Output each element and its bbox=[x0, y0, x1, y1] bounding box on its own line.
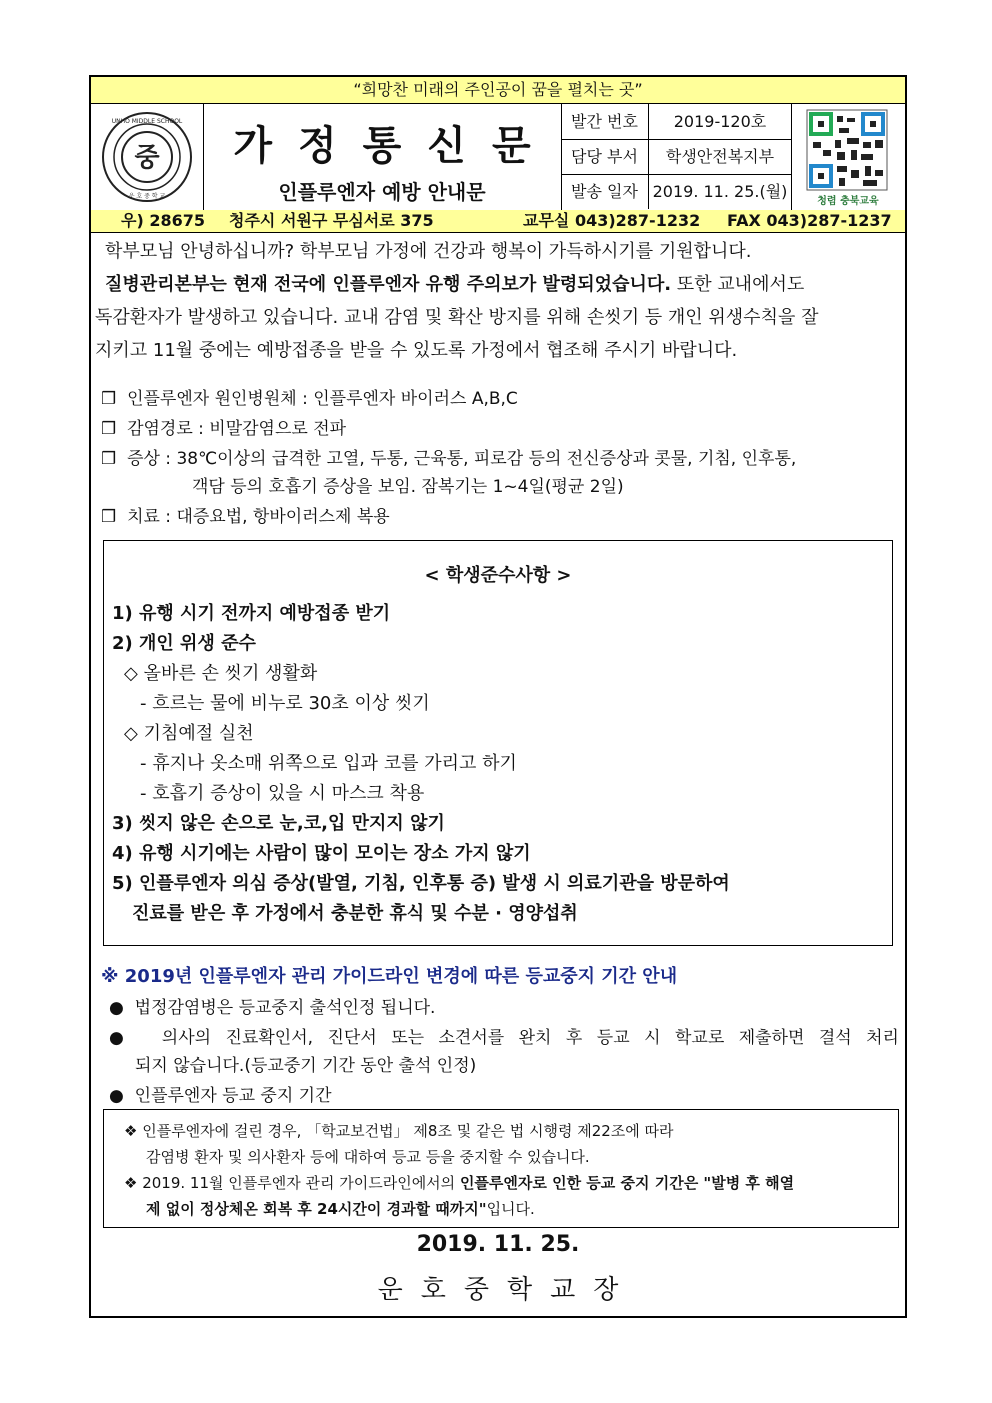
box-line bbox=[146, 1198, 535, 1219]
qr-code bbox=[791, 104, 905, 210]
rule-detail: - 휴지나 옷소매 위쪽으로 입과 코를 가리고 하기 bbox=[140, 753, 517, 774]
rule-item: 2) 개인 위생 준수 bbox=[112, 633, 256, 654]
exclusion-period-box bbox=[103, 1109, 899, 1228]
signature: 운호중학교장 bbox=[377, 1275, 637, 1305]
fax-number: FAX 043)287-1237 bbox=[727, 211, 892, 230]
meta-value: 학생안전복지부 bbox=[665, 147, 775, 166]
fact-item bbox=[101, 444, 796, 469]
street-address: 청주시 서원구 무심서로 375 bbox=[229, 211, 434, 230]
meta-value: 2019. 11. 25.(월) bbox=[652, 182, 788, 201]
school-slogan: “희망찬 미래의 주인공이 꿈을 펼치는 곳” bbox=[91, 77, 905, 104]
rule-detail: - 호흡기 증상이 있을 시 마스크 착용 bbox=[140, 783, 425, 804]
meta-key: 담당 부서 bbox=[561, 139, 649, 174]
office-phone: 교무실 043)287-1232 bbox=[523, 211, 701, 230]
rule-item: 4) 유행 시기에는 사람이 많이 모이는 장소 가지 않기 bbox=[112, 843, 531, 864]
box-line bbox=[124, 1172, 794, 1193]
notice-text: 인플루엔자 등교 중지 기간 bbox=[134, 1086, 332, 1106]
postal-code: 우) 28675 bbox=[121, 211, 206, 230]
meta-dept-row bbox=[561, 139, 791, 175]
fact-text: 증상 : 38℃이상의 급격한 고열, 두통, 근육통, 피로감 등의 전신증상과 콧물, 기침, 인후통, bbox=[127, 449, 797, 469]
rule-detail: - 흐르는 물에 비누로 30초 이상 씻기 bbox=[140, 693, 430, 714]
bullet-icon: ● bbox=[109, 1086, 124, 1106]
box-bold-text: 제 없이 정상체온 회복 후 24시간이 경과할 때까지" bbox=[146, 1200, 487, 1218]
rule-subitem: ◇ 기침예절 실천 bbox=[124, 723, 254, 744]
checkbox-icon: ❒ bbox=[101, 449, 117, 469]
notice-bullet bbox=[109, 1023, 899, 1048]
qr-caption: 청렴 충북교육 bbox=[817, 196, 879, 207]
intro-bold-text: 질병관리본부는 현재 전국에 인플루엔자 유행 주의보가 발령되었습니다. bbox=[105, 274, 672, 295]
checkbox-icon: ❒ bbox=[101, 419, 117, 439]
bullet-icon: ● bbox=[109, 1028, 133, 1048]
intro-line-4: 지키고 11월 중에는 예방접종을 받을 수 있도록 가정에서 협조해 주시기 바랍니다. bbox=[95, 340, 738, 361]
rule-item-continuation: 진료를 받은 후 가정에서 충분한 휴식 및 수분 · 영양섭취 bbox=[132, 903, 578, 924]
qr-code-icon bbox=[791, 104, 905, 210]
school-logo bbox=[91, 104, 204, 210]
box-line: ❖ 인플루엔자에 걸린 경우, 「학교보건법」 제8조 및 같은 법 시행령 제22조에 따라 bbox=[124, 1122, 674, 1140]
bullet-icon: ● bbox=[109, 998, 124, 1018]
fact-text: 감염경로 : 비말감염으로 전파 bbox=[127, 419, 347, 439]
document-title: 가정통신문 bbox=[233, 122, 557, 169]
meta-key: 발간 번호 bbox=[561, 104, 649, 139]
notice-bullet bbox=[109, 1081, 332, 1106]
meta-table bbox=[561, 104, 792, 210]
notice-continuation: 되지 않습니다.(등교중기 기간 동안 출석 인정) bbox=[135, 1056, 477, 1076]
header bbox=[91, 104, 905, 211]
checkbox-icon: ❒ bbox=[101, 389, 117, 409]
title-cell bbox=[203, 104, 562, 210]
intro-line-2 bbox=[105, 268, 895, 301]
fact-continuation: 객담 등의 호흡기 증상을 보임. 잠복기는 1~4일(평균 2일) bbox=[192, 477, 624, 497]
rule-subitem: ◇ 올바른 손 씻기 생활화 bbox=[124, 663, 318, 684]
logo-ring-top: UNHO MIDDLE SCHOOL bbox=[111, 118, 183, 125]
notice-text: 법정감염병은 등교중지 출석인정 됩니다. bbox=[134, 998, 436, 1018]
checkbox-icon: ❒ bbox=[101, 507, 117, 527]
intro-text: 학부모님 안녕하십니까? 학부모님 가정에 건강과 행복이 가득하시기를 기원합니다. bbox=[105, 241, 752, 262]
intro-text: 또한 교내에서도 bbox=[671, 274, 805, 295]
newsletter-frame bbox=[89, 75, 907, 1318]
issue-date: 2019. 11. 25. bbox=[416, 1232, 580, 1257]
rule-item: 1) 유행 시기 전까지 예방접종 받기 bbox=[112, 603, 391, 624]
rules-heading: < 학생준수사항 > bbox=[424, 565, 572, 586]
meta-date-row bbox=[561, 174, 791, 209]
document-subtitle: 인플루엔자 예방 안내문 bbox=[278, 180, 486, 204]
fact-item bbox=[101, 502, 390, 527]
rule-item: 5) 인플루엔자 의심 증상(발열, 기침, 인후통 증) 발생 시 의료기관을 방문하여 bbox=[112, 873, 730, 894]
meta-value: 2019-120호 bbox=[673, 112, 767, 131]
fact-item bbox=[101, 414, 346, 439]
intro-line-3: 독감환자가 발생하고 있습니다. 교내 감염 및 확산 방지를 위해 손씻기 등 개인 위생수칙을 잘 bbox=[95, 307, 819, 328]
fact-text: 치료 : 대증요법, 항바이러스제 복용 bbox=[127, 507, 390, 527]
rule-item: 3) 씻지 않은 손으로 눈,코,입 만지지 않기 bbox=[112, 813, 445, 834]
logo-ring-bottom: 운 호 중 학 교 bbox=[128, 193, 166, 200]
logo-center-text: 중 bbox=[134, 143, 160, 173]
fact-item bbox=[101, 384, 518, 409]
box-text: ❖ 2019. 11월 인플루엔자 관리 가이드라인에서의 bbox=[124, 1174, 460, 1192]
notice-text: 의사의 진료확인서, 진단서 또는 소견서를 완치 후 등교 시 학교로 제출하면 결석 처리 bbox=[161, 1028, 899, 1048]
notice-bullet bbox=[109, 993, 435, 1018]
intro-line-1 bbox=[105, 235, 895, 268]
student-rules-box bbox=[103, 540, 893, 946]
notice-heading: ※ 2019년 인플루엔자 관리 가이드라인 변경에 따른 등교중지 기간 안내 bbox=[101, 966, 678, 987]
box-text: 입니다. bbox=[486, 1200, 535, 1218]
school-emblem-icon bbox=[91, 104, 203, 210]
box-line: 감염병 환자 및 의사환자 등에 대하여 등교 등을 중지할 수 있습니다. bbox=[146, 1148, 590, 1166]
box-bold-text: 인플루엔자로 인한 등교 중지 기간은 "발병 후 해열 bbox=[459, 1174, 795, 1192]
fact-text: 인플루엔자 원인병원체 : 인플루엔자 바이러스 A,B,C bbox=[127, 389, 518, 409]
meta-key: 발송 일자 bbox=[561, 174, 649, 209]
meta-issue-row bbox=[561, 104, 791, 140]
address-bar bbox=[91, 210, 905, 233]
